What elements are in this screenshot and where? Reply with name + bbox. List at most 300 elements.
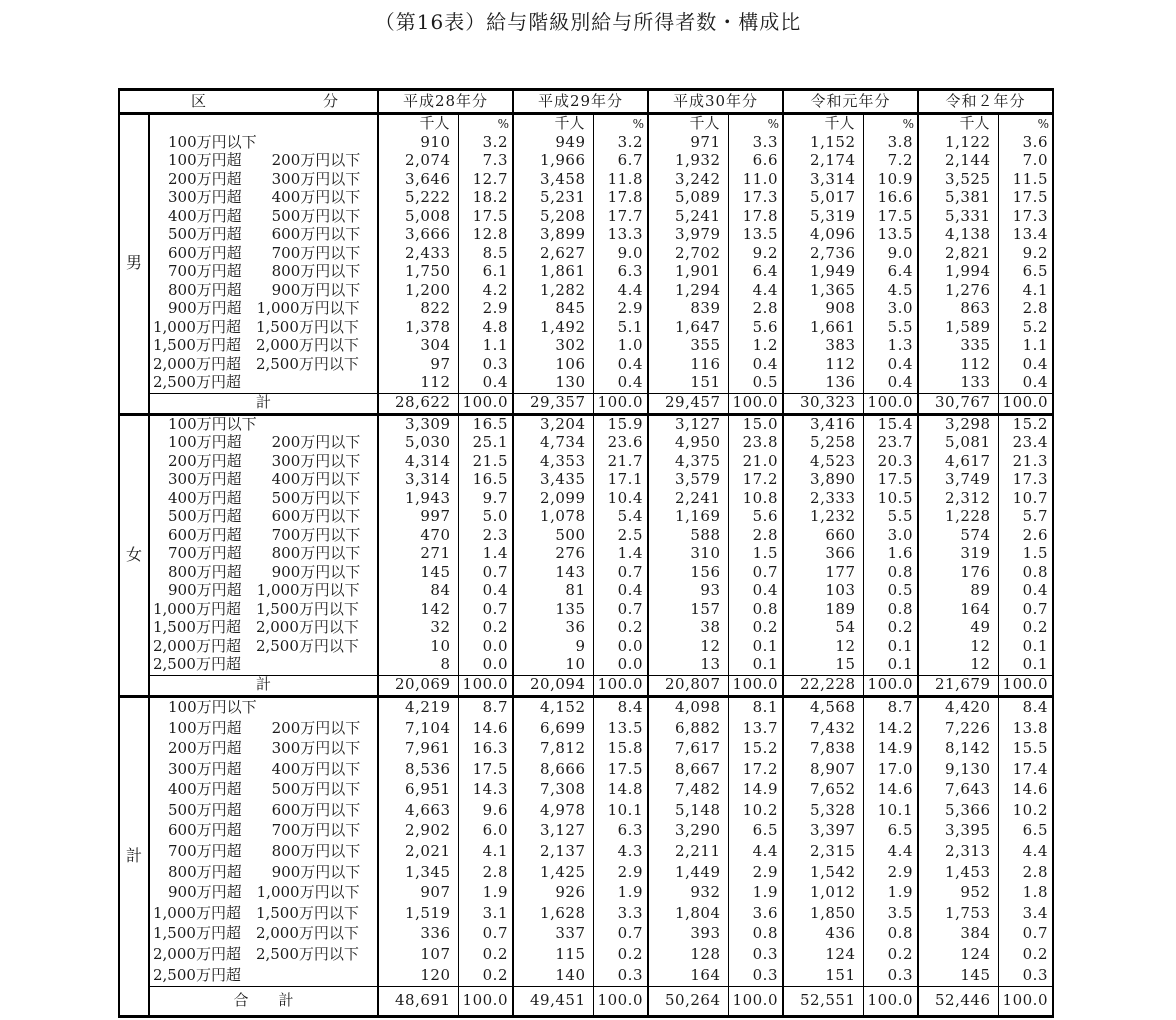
percent-cell: 2.6 (998, 527, 1053, 546)
percent-cell: 10.2 (728, 800, 783, 821)
people-cell: 5,331 (918, 208, 998, 227)
percent-cell: 5.0 (458, 508, 513, 527)
percent-cell: 0.1 (998, 656, 1053, 675)
people-cell: 3,525 (918, 171, 998, 190)
percent-cell: 13.7 (728, 718, 783, 739)
percent-cell: 3.6 (728, 903, 783, 924)
percent-cell: 0.0 (593, 656, 648, 675)
people-cell: 1,169 (648, 508, 728, 527)
year-header: 令和２年分 (918, 90, 1053, 114)
percent-cell: 0.4 (863, 374, 918, 393)
percent-cell: 0.7 (458, 924, 513, 945)
percent-cell: 8.5 (458, 245, 513, 264)
percent-cell: 1.5 (728, 545, 783, 564)
people-cell: 12 (918, 656, 998, 675)
people-cell: 4,353 (513, 453, 593, 472)
total-percent-cell: 100.0 (593, 393, 648, 414)
category-cell: 200万円超 300万円以下 (153, 739, 361, 758)
people-cell: 2,144 (918, 152, 998, 171)
percent-cell: 4.4 (863, 842, 918, 863)
people-cell: 2,021 (378, 842, 458, 863)
percent-cell: 14.6 (998, 780, 1053, 801)
percent-cell: 0.4 (593, 582, 648, 601)
table-row (119, 862, 1053, 883)
table-row (119, 656, 1053, 675)
percent-cell: 0.4 (728, 582, 783, 601)
people-cell: 8,667 (648, 759, 728, 780)
table-row (119, 696, 1053, 718)
category-cell: 600万円超 700万円以下 (153, 526, 361, 544)
total-label-cell: 合 計 (149, 986, 378, 1016)
table-row (119, 945, 1053, 966)
people-cell: 4,314 (378, 453, 458, 472)
people-cell: 588 (648, 527, 728, 546)
unit-percent-cell: % (593, 114, 648, 134)
percent-cell: 0.3 (998, 965, 1053, 986)
people-cell: 3,579 (648, 471, 728, 490)
total-label-cell: 計 (149, 393, 378, 414)
table-wrapper (118, 88, 1054, 1018)
people-cell: 1,932 (648, 152, 728, 171)
people-cell: 1,200 (378, 282, 458, 301)
people-cell: 971 (648, 134, 728, 153)
percent-cell: 4.3 (593, 842, 648, 863)
percent-cell: 18.2 (458, 189, 513, 208)
people-cell: 5,222 (378, 189, 458, 208)
people-cell: 142 (378, 601, 458, 620)
people-cell: 6,699 (513, 718, 593, 739)
people-cell: 2,736 (783, 245, 863, 264)
table-row (119, 453, 1053, 472)
unit-percent-cell: % (458, 114, 513, 134)
unit-row (119, 114, 1053, 134)
people-cell: 2,821 (918, 245, 998, 264)
people-cell: 151 (783, 965, 863, 986)
percent-cell: 6.5 (998, 821, 1053, 842)
unit-people-cell: 千人 (648, 114, 728, 134)
percent-cell: 6.3 (593, 821, 648, 842)
table-row (119, 903, 1053, 924)
category-cell: 500万円超 600万円以下 (153, 800, 361, 819)
people-cell: 10 (378, 638, 458, 657)
people-cell: 2,137 (513, 842, 593, 863)
total-percent-cell: 100.0 (458, 986, 513, 1016)
percent-cell: 0.8 (863, 924, 918, 945)
table-row (119, 300, 1053, 319)
people-cell: 106 (513, 356, 593, 375)
people-cell: 7,308 (513, 780, 593, 801)
percent-cell: 17.3 (728, 189, 783, 208)
total-row (119, 393, 1053, 414)
percent-cell: 3.4 (998, 903, 1053, 924)
people-cell: 12 (783, 638, 863, 657)
table-row (119, 434, 1053, 453)
category-cell (149, 114, 378, 134)
people-cell: 12 (918, 638, 998, 657)
people-cell: 1,276 (918, 282, 998, 301)
percent-cell: 23.7 (863, 434, 918, 453)
people-cell: 3,899 (513, 226, 593, 245)
total-percent-cell: 100.0 (998, 986, 1053, 1016)
unit-percent-cell: % (863, 114, 918, 134)
percent-cell: 2.8 (458, 862, 513, 883)
people-cell: 500 (513, 527, 593, 546)
percent-cell: 3.8 (863, 134, 918, 153)
category-cell: 100万円超 200万円以下 (153, 434, 361, 452)
percent-cell: 0.8 (728, 601, 783, 620)
table-row (119, 208, 1053, 227)
percent-cell: 8.4 (998, 696, 1053, 718)
category-cell: 100万円超 200万円以下 (153, 152, 361, 170)
percent-cell: 0.8 (863, 601, 918, 620)
people-cell: 5,381 (918, 189, 998, 208)
percent-cell: 0.1 (728, 638, 783, 657)
people-cell: 1,589 (918, 319, 998, 338)
category-cell: 800万円超 900万円以下 (153, 563, 361, 581)
people-cell: 3,890 (783, 471, 863, 490)
people-cell: 355 (648, 337, 728, 356)
percent-cell: 1.4 (593, 545, 648, 564)
year-header: 平成28年分 (378, 90, 513, 114)
people-cell: 1,647 (648, 319, 728, 338)
table-row (119, 883, 1053, 904)
table-row (119, 759, 1053, 780)
category-cell: 900万円超 1,000万円以下 (153, 582, 360, 600)
percent-cell: 23.6 (593, 434, 648, 453)
people-cell: 383 (783, 337, 863, 356)
people-cell: 3,127 (648, 414, 728, 434)
percent-cell: 5.4 (593, 508, 648, 527)
people-cell: 189 (783, 601, 863, 620)
total-people-cell: 29,357 (513, 393, 593, 414)
people-cell: 1,750 (378, 263, 458, 282)
percent-cell: 15.8 (593, 739, 648, 760)
people-cell: 366 (783, 545, 863, 564)
percent-cell: 0.0 (593, 638, 648, 657)
people-cell: 3,204 (513, 414, 593, 434)
percent-cell: 0.3 (863, 965, 918, 986)
percent-cell: 3.5 (863, 903, 918, 924)
salary-table (118, 88, 1054, 1018)
percent-cell: 7.2 (863, 152, 918, 171)
percent-cell: 5.6 (728, 319, 783, 338)
people-cell: 4,375 (648, 453, 728, 472)
table-row (119, 414, 1053, 434)
people-cell: 8,666 (513, 759, 593, 780)
percent-cell: 23.4 (998, 434, 1053, 453)
percent-cell: 0.4 (998, 374, 1053, 393)
percent-cell: 21.0 (728, 453, 783, 472)
table-row (119, 263, 1053, 282)
percent-cell: 4.1 (998, 282, 1053, 301)
people-cell: 38 (648, 619, 728, 638)
table-row (119, 582, 1053, 601)
people-cell: 926 (513, 883, 593, 904)
percent-cell: 2.9 (728, 862, 783, 883)
people-cell: 7,482 (648, 780, 728, 801)
people-cell: 89 (918, 582, 998, 601)
total-percent-cell: 100.0 (863, 675, 918, 696)
percent-cell: 15.9 (593, 414, 648, 434)
people-cell: 4,978 (513, 800, 593, 821)
section-label: 男 (119, 114, 149, 415)
people-cell: 1,901 (648, 263, 728, 282)
percent-cell: 10.1 (593, 800, 648, 821)
people-cell: 3,290 (648, 821, 728, 842)
category-cell: 800万円超 900万円以下 (153, 862, 361, 881)
percent-cell: 15.4 (863, 414, 918, 434)
category-cell: 900万円超 1,000万円以下 (153, 300, 360, 318)
people-cell: 839 (648, 300, 728, 319)
people-cell: 4,096 (783, 226, 863, 245)
total-percent-cell: 100.0 (458, 675, 513, 696)
percent-cell: 9.2 (728, 245, 783, 264)
percent-cell: 8.7 (863, 696, 918, 718)
percent-cell: 1.8 (998, 883, 1053, 904)
people-cell: 176 (918, 564, 998, 583)
people-cell: 2,433 (378, 245, 458, 264)
table-row (119, 189, 1053, 208)
category-cell: 300万円超 400万円以下 (153, 471, 361, 489)
percent-cell: 13.5 (863, 226, 918, 245)
percent-cell: 0.5 (728, 374, 783, 393)
people-cell: 1,661 (783, 319, 863, 338)
people-cell: 7,838 (783, 739, 863, 760)
people-cell: 310 (648, 545, 728, 564)
people-cell: 271 (378, 545, 458, 564)
percent-cell: 0.0 (458, 656, 513, 675)
category-cell: 100万円超 200万円以下 (153, 718, 361, 737)
percent-cell: 15.2 (728, 739, 783, 760)
total-people-cell: 30,767 (918, 393, 998, 414)
people-cell: 1,628 (513, 903, 593, 924)
people-cell: 3,666 (378, 226, 458, 245)
people-cell: 1,804 (648, 903, 728, 924)
people-cell: 7,812 (513, 739, 593, 760)
people-cell: 997 (378, 508, 458, 527)
percent-cell: 6.5 (998, 263, 1053, 282)
people-cell: 7,432 (783, 718, 863, 739)
percent-cell: 0.5 (863, 582, 918, 601)
percent-cell: 14.8 (593, 780, 648, 801)
table-row (119, 821, 1053, 842)
percent-cell: 2.9 (458, 300, 513, 319)
total-percent-cell: 100.0 (998, 393, 1053, 414)
percent-cell: 3.0 (863, 527, 918, 546)
percent-cell: 5.5 (863, 319, 918, 338)
percent-cell: 10.1 (863, 800, 918, 821)
people-cell: 3,298 (918, 414, 998, 434)
percent-cell: 0.8 (728, 924, 783, 945)
people-cell: 1,078 (513, 508, 593, 527)
people-cell: 5,231 (513, 189, 593, 208)
percent-cell: 6.5 (728, 821, 783, 842)
percent-cell: 5.5 (863, 508, 918, 527)
people-cell: 36 (513, 619, 593, 638)
percent-cell: 0.4 (593, 356, 648, 375)
percent-cell: 17.5 (998, 189, 1053, 208)
total-row (119, 675, 1053, 696)
people-cell: 136 (783, 374, 863, 393)
people-cell: 5,319 (783, 208, 863, 227)
category-cell: 300万円超 400万円以下 (153, 759, 361, 778)
people-cell: 7,617 (648, 739, 728, 760)
table-header-row (119, 90, 1053, 114)
year-header: 令和元年分 (783, 90, 918, 114)
year-header: 平成30年分 (648, 90, 783, 114)
table-row (119, 374, 1053, 393)
people-cell: 112 (918, 356, 998, 375)
unit-percent-cell: % (998, 114, 1053, 134)
people-cell: 3,397 (783, 821, 863, 842)
percent-cell: 4.4 (728, 842, 783, 863)
percent-cell: 13.5 (728, 226, 783, 245)
percent-cell: 1.4 (458, 545, 513, 564)
people-cell: 1,152 (783, 134, 863, 153)
percent-cell: 4.5 (863, 282, 918, 301)
percent-cell: 1.9 (458, 883, 513, 904)
total-percent-cell: 100.0 (728, 986, 783, 1016)
percent-cell: 0.4 (458, 374, 513, 393)
category-cell: 500万円超 600万円以下 (153, 226, 361, 244)
percent-cell: 17.3 (998, 208, 1053, 227)
percent-cell: 0.3 (458, 356, 513, 375)
people-cell: 1,453 (918, 862, 998, 883)
percent-cell: 10.2 (998, 800, 1053, 821)
percent-cell: 16.5 (458, 414, 513, 434)
percent-cell: 21.7 (593, 453, 648, 472)
percent-cell: 0.2 (998, 619, 1053, 638)
table-row (119, 245, 1053, 264)
percent-cell: 0.7 (593, 924, 648, 945)
total-people-cell: 20,807 (648, 675, 728, 696)
table-row (119, 471, 1053, 490)
category-cell: 600万円超 700万円以下 (153, 244, 361, 262)
category-cell: 100万円以下 (153, 697, 257, 716)
percent-cell: 2.8 (998, 300, 1053, 319)
percent-cell: 13.8 (998, 718, 1053, 739)
category-cell: 800万円超 900万円以下 (153, 281, 361, 299)
people-cell: 164 (918, 601, 998, 620)
people-cell: 2,627 (513, 245, 593, 264)
table-row (119, 545, 1053, 564)
people-cell: 1,012 (783, 883, 863, 904)
percent-cell: 16.3 (458, 739, 513, 760)
percent-cell: 23.8 (728, 434, 783, 453)
people-cell: 8 (378, 656, 458, 675)
people-cell: 84 (378, 582, 458, 601)
percent-cell: 15.0 (728, 414, 783, 434)
category-cell: 100万円以下 (153, 133, 257, 151)
people-cell: 128 (648, 945, 728, 966)
category-cell: 400万円超 500万円以下 (153, 489, 361, 507)
category-cell: 300万円超 400万円以下 (153, 189, 361, 207)
people-cell: 2,211 (648, 842, 728, 863)
corner-header (119, 90, 378, 114)
people-cell: 120 (378, 965, 458, 986)
category-cell: 400万円超 500万円以下 (153, 780, 361, 799)
people-cell: 5,017 (783, 189, 863, 208)
percent-cell: 8.1 (728, 696, 783, 718)
people-cell: 157 (648, 601, 728, 620)
total-people-cell: 22,228 (783, 675, 863, 696)
year-header: 平成29年分 (513, 90, 648, 114)
people-cell: 436 (783, 924, 863, 945)
unit-percent-cell: % (728, 114, 783, 134)
category-cell: 1,500万円超 2,000万円以下 (153, 924, 359, 943)
category-cell: 2,500万円超 (153, 965, 241, 984)
people-cell: 932 (648, 883, 728, 904)
section-label: 計 (119, 696, 149, 1016)
total-percent-cell: 100.0 (863, 393, 918, 414)
people-cell: 2,174 (783, 152, 863, 171)
people-cell: 4,138 (918, 226, 998, 245)
percent-cell: 0.3 (593, 965, 648, 986)
table-row (119, 152, 1053, 171)
people-cell: 9 (513, 638, 593, 657)
table-row (119, 337, 1053, 356)
people-cell: 574 (918, 527, 998, 546)
percent-cell: 0.0 (458, 638, 513, 657)
table-row (119, 226, 1053, 245)
percent-cell: 17.5 (458, 208, 513, 227)
percent-cell: 3.2 (458, 134, 513, 153)
percent-cell: 6.6 (728, 152, 783, 171)
percent-cell: 17.2 (728, 471, 783, 490)
percent-cell: 1.9 (863, 883, 918, 904)
percent-cell: 17.2 (728, 759, 783, 780)
unit-people-cell: 千人 (513, 114, 593, 134)
table-row (119, 800, 1053, 821)
category-cell: 1,500万円超 2,000万円以下 (153, 337, 359, 355)
people-cell: 107 (378, 945, 458, 966)
table-row (119, 842, 1053, 863)
percent-cell: 8.7 (458, 696, 513, 718)
percent-cell: 4.4 (593, 282, 648, 301)
percent-cell: 4.8 (458, 319, 513, 338)
table-row (119, 965, 1053, 986)
percent-cell: 9.2 (998, 245, 1053, 264)
percent-cell: 0.4 (728, 356, 783, 375)
percent-cell: 17.4 (998, 759, 1053, 780)
people-cell: 1,122 (918, 134, 998, 153)
category-cell: 1,500万円超 2,000万円以下 (153, 619, 359, 637)
table-row (119, 134, 1053, 153)
people-cell: 1,378 (378, 319, 458, 338)
percent-cell: 5.6 (728, 508, 783, 527)
percent-cell: 0.2 (458, 619, 513, 638)
percent-cell: 0.7 (593, 601, 648, 620)
percent-cell: 0.1 (863, 638, 918, 657)
people-cell: 133 (918, 374, 998, 393)
people-cell: 130 (513, 374, 593, 393)
percent-cell: 4.1 (458, 842, 513, 863)
percent-cell: 3.3 (593, 903, 648, 924)
people-cell: 3,314 (378, 471, 458, 490)
people-cell: 1,994 (918, 263, 998, 282)
percent-cell: 13.4 (998, 226, 1053, 245)
total-people-cell: 28,622 (378, 393, 458, 414)
people-cell: 1,542 (783, 862, 863, 883)
percent-cell: 1.0 (593, 337, 648, 356)
people-cell: 116 (648, 356, 728, 375)
percent-cell: 0.4 (998, 582, 1053, 601)
percent-cell: 14.3 (458, 780, 513, 801)
percent-cell: 0.2 (458, 945, 513, 966)
percent-cell: 4.4 (728, 282, 783, 301)
people-cell: 5,148 (648, 800, 728, 821)
people-cell: 660 (783, 527, 863, 546)
